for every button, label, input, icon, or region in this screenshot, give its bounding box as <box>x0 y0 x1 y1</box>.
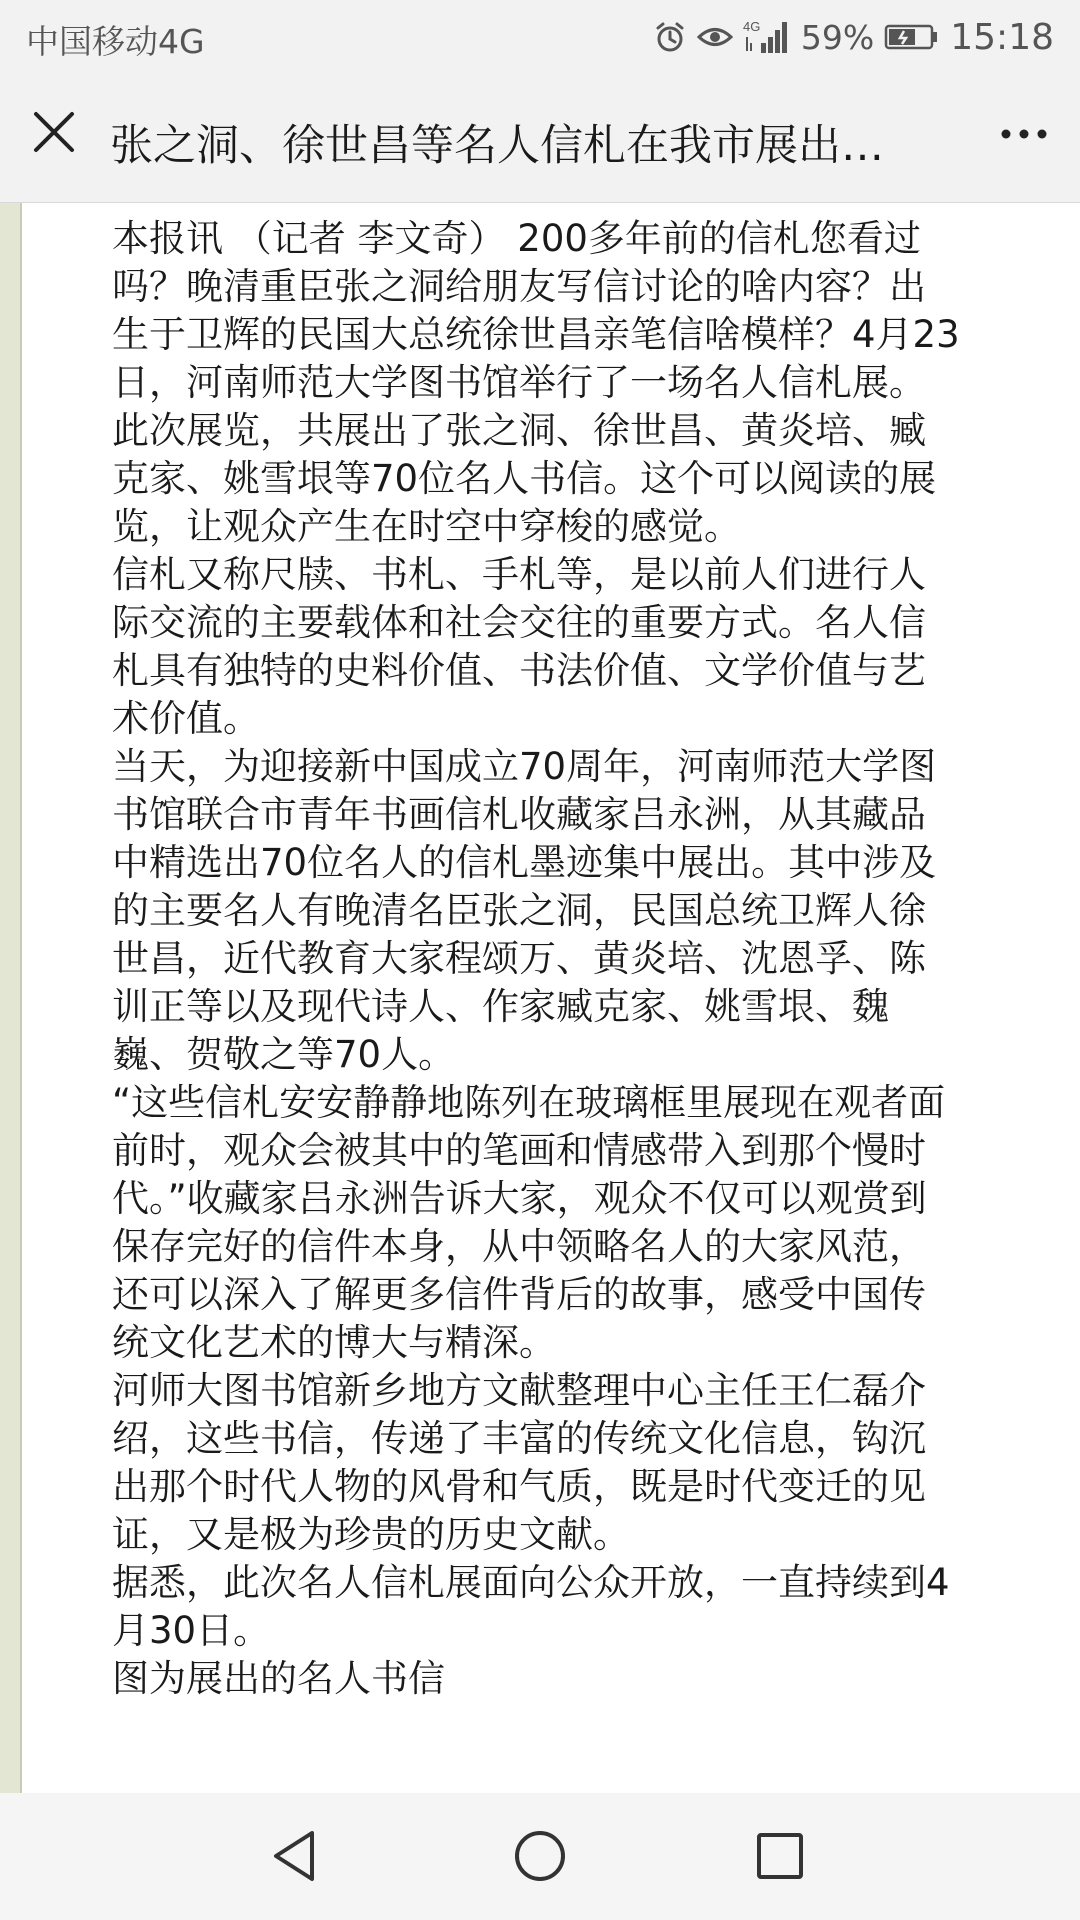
alarm-icon <box>653 20 687 54</box>
article-paragraph: 当天，为迎接新中国成立70周年，河南师范大学图书馆联合市青年书画信札收藏家吕永洲，从其藏品中精选出70位名人的信札墨迹集中展出。其中涉及的主要名人有晚清名臣张之洞，民国总统卫辉人徐世昌，近代教育大家程颂万、黄炎培、沈恩孚、陈训正等以及现代诗人、作家臧克家、姚雪垠、魏巍、贺敬之等70人。 <box>112 745 937 1076</box>
clock: 15:18 <box>950 16 1054 58</box>
close-icon <box>28 106 80 158</box>
article-paragraph: 据悉，此次名人信札展面向公众开放，一直持续到4月30日。 <box>112 1561 950 1652</box>
article-paragraph: 本报讯 （记者 李文奇） 200多年前的信札您看过吗？晚清重臣张之洞给朋友写信讨论的啥内容？出生于卫辉的民国大总统徐世昌亲笔信啥模样？4月23日，河南师范大学图书馆举行了一场名人信札展。此次展览，共展出了张之洞、徐世昌、黄炎培、臧克家、姚雪垠等70位名人书信。这个可以阅读的展览，让观众产生在时空中穿梭的感觉。 <box>112 217 960 548</box>
battery-icon <box>884 23 940 51</box>
close-button[interactable] <box>28 106 80 158</box>
left-stripe <box>0 203 22 1793</box>
network-label: 4G <box>742 19 761 34</box>
article-paragraph: “这些信札安安静静地陈列在玻璃框里展现在观者面前时，观众会被其中的笔画和情感带入到那个慢时代。”收藏家吕永洲告诉大家，观众不仅可以观赏到保存完好的信件本身，从中领略名人的大家风范，还可以深入了解更多信件背后的故事，感受中国传统文化艺术的博大与精深。 <box>112 1081 946 1364</box>
image-caption: 图为展出的名人书信 <box>112 1657 445 1700</box>
battery-percent: 59% <box>800 17 875 57</box>
carrier-label: 中国移动4G <box>26 22 205 61</box>
home-icon <box>507 1823 573 1889</box>
signal-icon <box>743 17 791 57</box>
navigation-bar <box>0 1793 1080 1920</box>
status-icons <box>643 14 1054 60</box>
page-title: 张之洞、徐世昌等名人信札在我市展出… <box>110 121 884 171</box>
home-button[interactable] <box>507 1823 573 1889</box>
recents-icon <box>747 1823 813 1889</box>
eye-icon <box>697 22 733 52</box>
more-button[interactable] <box>996 114 1052 154</box>
recents-button[interactable] <box>747 1823 813 1889</box>
back-icon <box>262 1823 328 1889</box>
article-view[interactable] <box>0 203 1080 1793</box>
article-body <box>112 215 962 1703</box>
article-paragraph: 河师大图书馆新乡地方文献整理中心主任王仁磊介绍，这些书信，传递了丰富的传统文化信息，钩沉出那个时代人物的风骨和气质，既是时代变迁的见证，又是极为珍贵的历史文献。 <box>112 1369 926 1556</box>
more-icon <box>996 114 1052 154</box>
status-bar <box>0 0 1080 74</box>
article-paragraph: 信札又称尺牍、书札、手札等，是以前人们进行人际交流的主要载体和社会交往的重要方式。名人信札具有独特的史料价值、书法价值、文学价值与艺术价值。 <box>112 553 926 740</box>
back-button[interactable] <box>262 1823 328 1889</box>
title-bar <box>0 74 1080 203</box>
